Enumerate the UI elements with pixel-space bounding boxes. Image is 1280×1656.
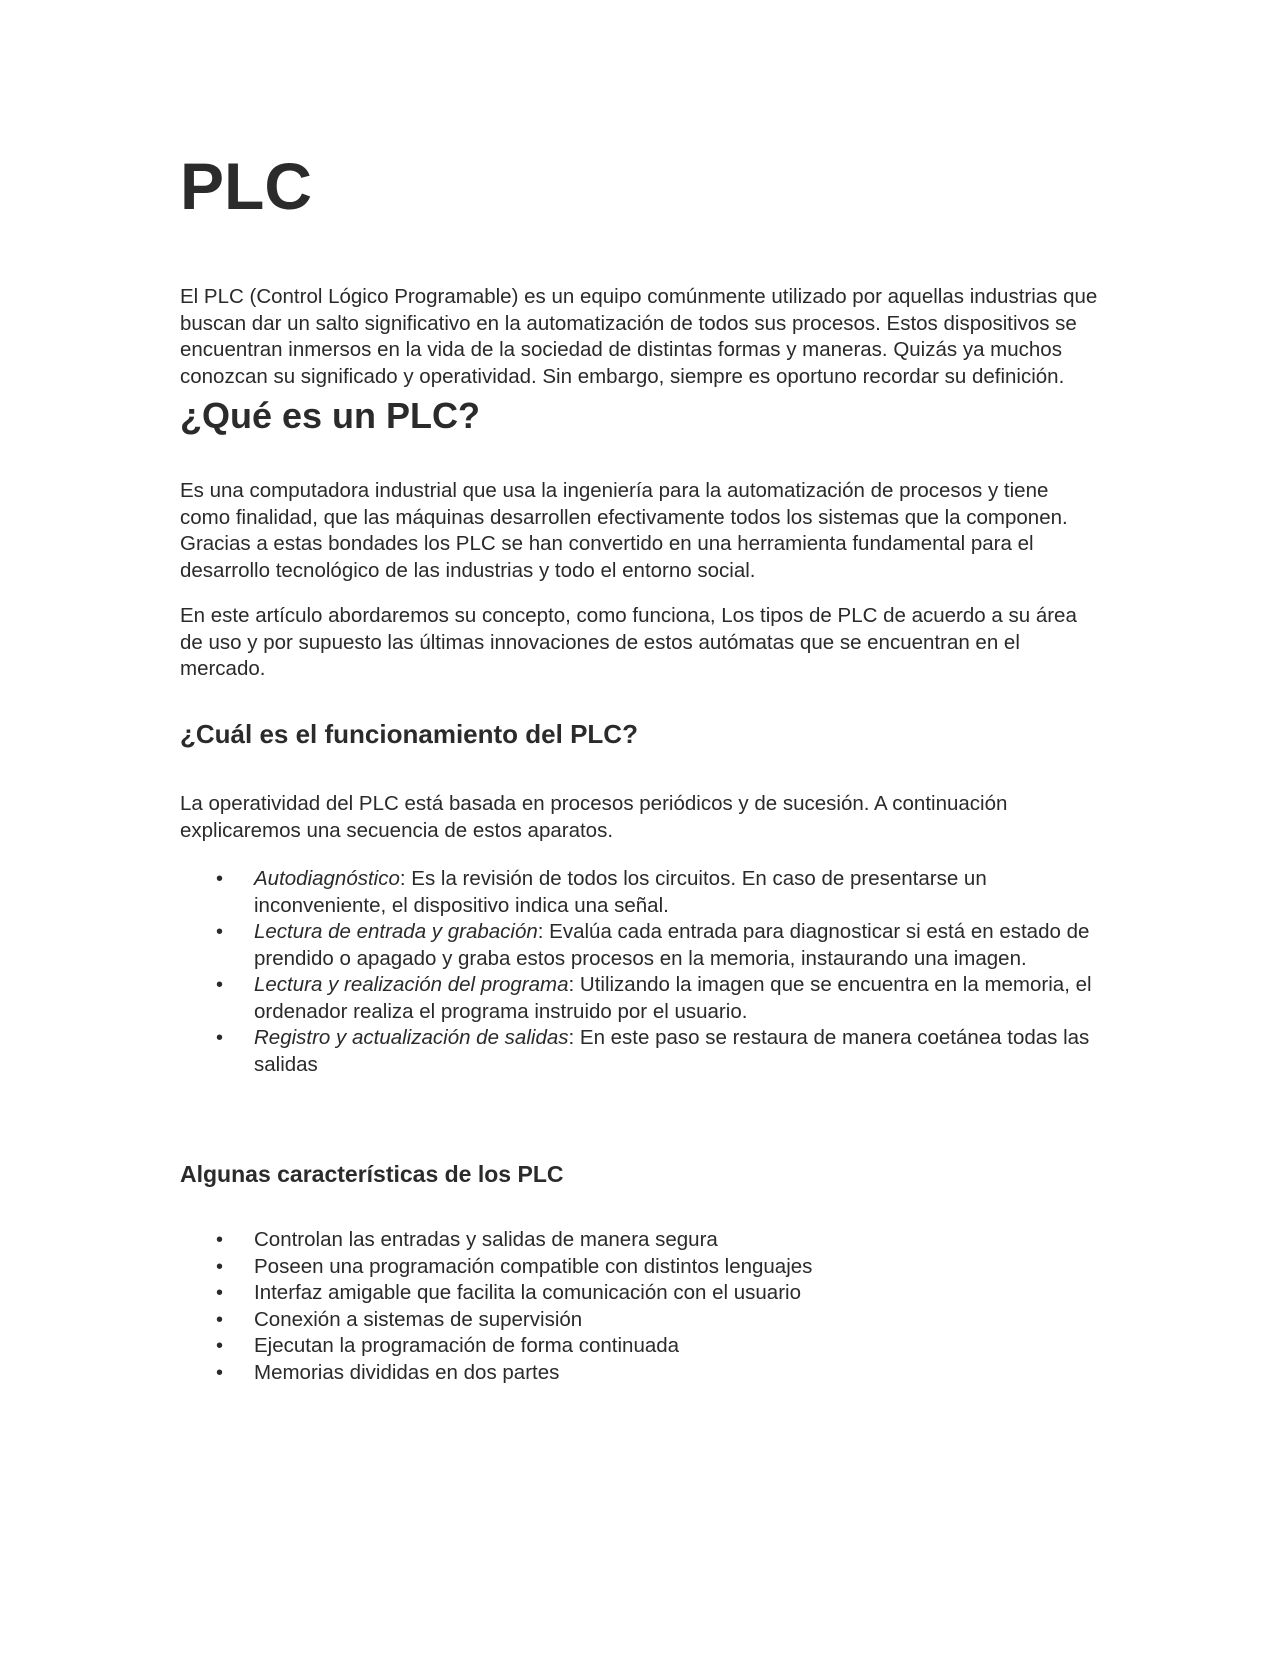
step-text: : Utilizando la imagen que se encuentra en la memoria, el ordenador realiza el programa instruido por el usuario. xyxy=(254,973,1092,1023)
bullet-icon: • xyxy=(216,1282,224,1304)
intro-paragraph: El PLC (Control Lógico Programable) es un equipo comúnmente utilizado por aquellas industrias que buscan dar un salto significativo en la automatización de todos sus procesos. Estos dispositivos se encuentran inmersos en la vida de la sociedad de distintas formas y maneras. Quizás ya muchos conozcan su significado y operatividad. Sin embargo, siempre es oportuno recordar su definición. xyxy=(180,285,1098,388)
list-item xyxy=(180,1307,1100,1334)
bullet-icon: • xyxy=(216,1361,224,1384)
feature-text: Conexión a sistemas de supervisión xyxy=(254,1307,583,1331)
features-list xyxy=(180,1227,1100,1386)
list-item xyxy=(180,1360,1100,1387)
list-item xyxy=(180,1333,1100,1360)
heading-how-plc-works: ¿Cuál es el funcionamiento del PLC? xyxy=(180,719,638,749)
list-item xyxy=(180,1280,1100,1307)
list-item xyxy=(180,972,1100,1025)
operation-steps-list xyxy=(180,866,1100,1078)
bullet-icon: • xyxy=(216,1229,224,1251)
bullet-icon: • xyxy=(216,1335,224,1357)
how-intro-paragraph: La operatividad del PLC está basada en procesos periódicos y de sucesión. A continuación explicaremos una secuencia de estos aparatos. xyxy=(180,792,1008,842)
feature-text: Memorias divididas en dos partes xyxy=(254,1360,560,1384)
list-item xyxy=(180,1025,1100,1078)
step-text: : Es la revisión de todos los circuitos. En caso de presentarse un inconveniente, el dispositivo indica una señal. xyxy=(254,867,987,917)
step-term: Lectura de entrada y grabación xyxy=(254,920,538,943)
bullet-icon: • xyxy=(216,1308,224,1331)
list-item xyxy=(180,1227,1100,1254)
step-term: Lectura y realización del programa xyxy=(254,973,569,996)
bullet-icon: • xyxy=(216,868,224,890)
bullet-icon: • xyxy=(216,1027,224,1049)
document-title: PLC xyxy=(180,149,312,223)
bullet-icon: • xyxy=(216,974,224,996)
list-item xyxy=(180,919,1100,972)
list-item xyxy=(180,866,1100,919)
heading-what-is-plc: ¿Qué es un PLC? xyxy=(180,395,481,436)
feature-text: Ejecutan la programación de forma continuada xyxy=(254,1334,680,1357)
step-term: Registro y actualización de salidas xyxy=(254,1026,569,1049)
bullet-icon: • xyxy=(216,921,224,943)
step-text: : En este paso se restaura de manera coetánea todas las salidas xyxy=(254,1026,1090,1076)
heading-plc-features: Algunas características de los PLC xyxy=(180,1161,564,1187)
feature-text: Interfaz amigable que facilita la comunicación con el usuario xyxy=(254,1281,801,1304)
feature-text: Controlan las entradas y salidas de manera segura xyxy=(254,1228,718,1251)
feature-text: Poseen una programación compatible con distintos lenguajes xyxy=(254,1254,813,1278)
what-paragraph-2: En este artículo abordaremos su concepto, como funciona, Los tipos de PLC de acuerdo a su área de uso y por supuesto las últimas innovaciones de estos autómatas que se encuentran en el mercado. xyxy=(180,604,1077,680)
step-text: : Evalúa cada entrada para diagnosticar si está en estado de prendido o apagado y graba estos procesos en la memoria, instaurando una imagen. xyxy=(254,920,1090,970)
bullet-icon: • xyxy=(216,1255,224,1278)
what-paragraph-1: Es una computadora industrial que usa la ingeniería para la automatización de procesos y tiene como finalidad, que las máquinas desarrollen efectivamente todos los sistemas que la componen. Gracias a estas bondades los PLC se han convertido en una herramienta fundamental para el desarrollo tecnológico de las industrias y todo el entorno social. xyxy=(180,479,1068,582)
list-item xyxy=(180,1254,1100,1281)
step-term: Autodiagnóstico xyxy=(254,867,400,890)
